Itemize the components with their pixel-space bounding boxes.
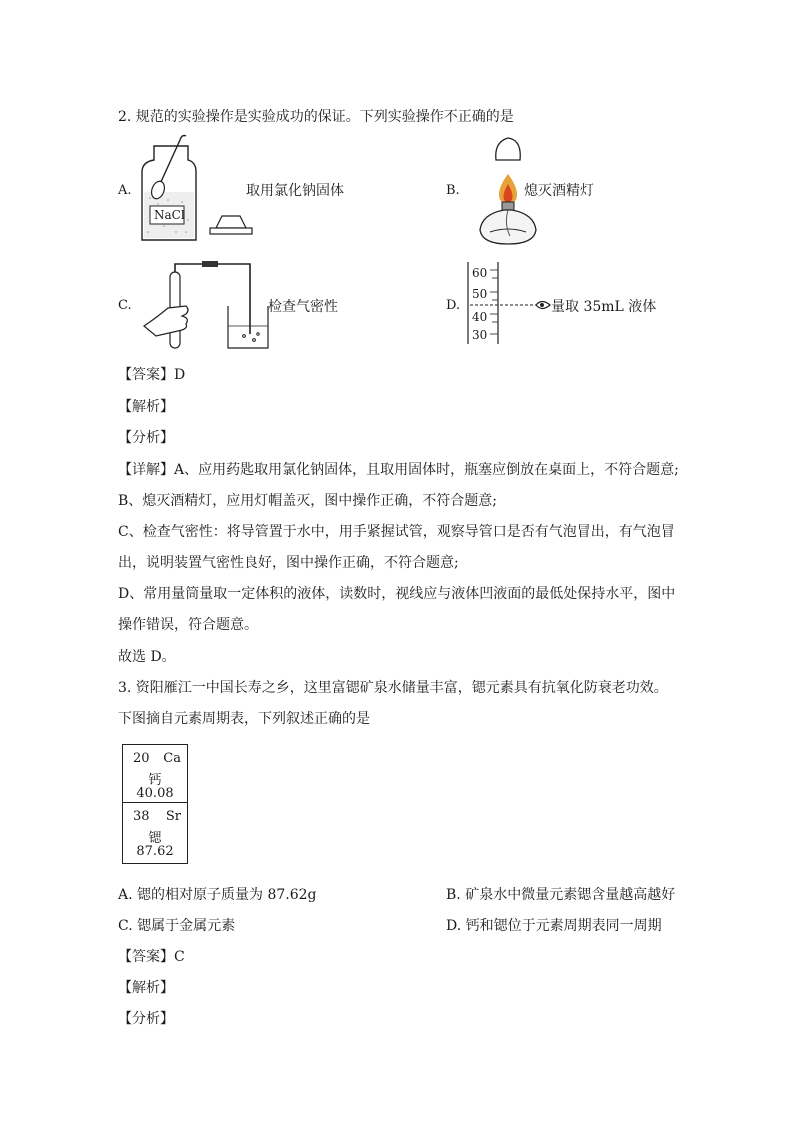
q2-option-c-caption: 检查气密性	[268, 299, 338, 315]
element-name: 锶	[148, 831, 162, 846]
q2-stem: 2. 规范的实验操作是实验成功的保证。下列实验操作不正确的是	[118, 109, 514, 125]
element-cell-ca	[123, 745, 187, 803]
q2-option-a-caption: 取用氯化钠固体	[246, 183, 344, 199]
q2-fenxi: 【分析】	[118, 430, 174, 446]
q2-detail-line-2: B、熄灭酒精灯，应用灯帽盖灭，图中操作正确，不符合题意;	[118, 493, 498, 509]
q3-fenxi: 【分析】	[118, 1011, 174, 1027]
airtightness-check-illustration	[140, 256, 270, 352]
cylinder-tick-50: 50	[472, 287, 488, 301]
element-symbol: Ca	[163, 751, 181, 766]
q3-stem-line-1: 3. 资阳雁江一中国长寿之乡，这里富锶矿泉水储量丰富，锶元素具有抗氧化防衰老功效。	[118, 680, 668, 696]
bottle-label: NaCl	[154, 208, 185, 222]
periodic-table-excerpt	[122, 744, 188, 864]
eye-icon	[536, 302, 550, 309]
atomic-mass: 87.62	[136, 844, 174, 859]
q2-detail-line-4: 出，说明装置气密性良好，图中操作正确，不符合题意;	[118, 555, 459, 571]
q2-option-d-caption: 量取 35mL 液体	[551, 299, 657, 315]
q2-answer: 【答案】D	[118, 367, 186, 383]
element-symbol: Sr	[165, 809, 181, 824]
q3-option-d: D. 钙和锶位于元素周期表同一周期	[446, 918, 662, 934]
q3-jiexi: 【解析】	[118, 980, 174, 996]
cylinder-tick-30: 30	[472, 328, 488, 342]
q2-option-c-letter: C.	[118, 298, 132, 313]
q2-option-b-letter: B.	[446, 183, 460, 198]
q2-jiexi: 【解析】	[118, 399, 174, 415]
q3-option-a: A. 锶的相对原子质量为 87.62g	[118, 887, 317, 903]
q2-detail-line-7: 故选 D。	[118, 649, 176, 665]
q3-stem-line-2: 下图摘自元素周期表，下列叙述正确的是	[118, 711, 370, 727]
atomic-mass: 40.08	[136, 786, 174, 801]
q2-option-b-caption: 熄灭酒精灯	[524, 183, 594, 199]
q2-detail-line-1: 【详解】A、应用药匙取用氯化钠固体，且取用固体时，瓶塞应倒放在桌面上，不符合题意;	[118, 462, 679, 478]
q2-detail-line-3: C、检查气密性：将导管置于水中，用手紧握试管，观察导管口是否有气泡冒出，有气泡冒	[118, 524, 675, 540]
cylinder-tick-40: 40	[472, 310, 488, 324]
cylinder-tick-60: 60	[472, 266, 488, 280]
q2-detail-line-6: 操作错误，符合题意。	[118, 617, 258, 633]
q3-option-c: C. 锶属于金属元素	[118, 918, 236, 934]
atomic-number: 38	[133, 809, 150, 824]
q3-option-b: B. 矿泉水中微量元素锶含量越高越好	[446, 887, 676, 903]
element-name: 钙	[148, 773, 162, 788]
q2-option-a-letter: A.	[118, 183, 132, 198]
atomic-number: 20	[133, 751, 150, 766]
element-cell-sr	[123, 803, 187, 863]
q3-answer: 【答案】C	[118, 949, 185, 965]
q2-detail-line-5: D、常用量筒量取一定体积的液体，读数时，视线应与液体凹液面的最低处保持水平，图中	[118, 586, 676, 602]
hand-icon	[144, 306, 188, 336]
q2-option-d-letter: D.	[446, 298, 461, 313]
